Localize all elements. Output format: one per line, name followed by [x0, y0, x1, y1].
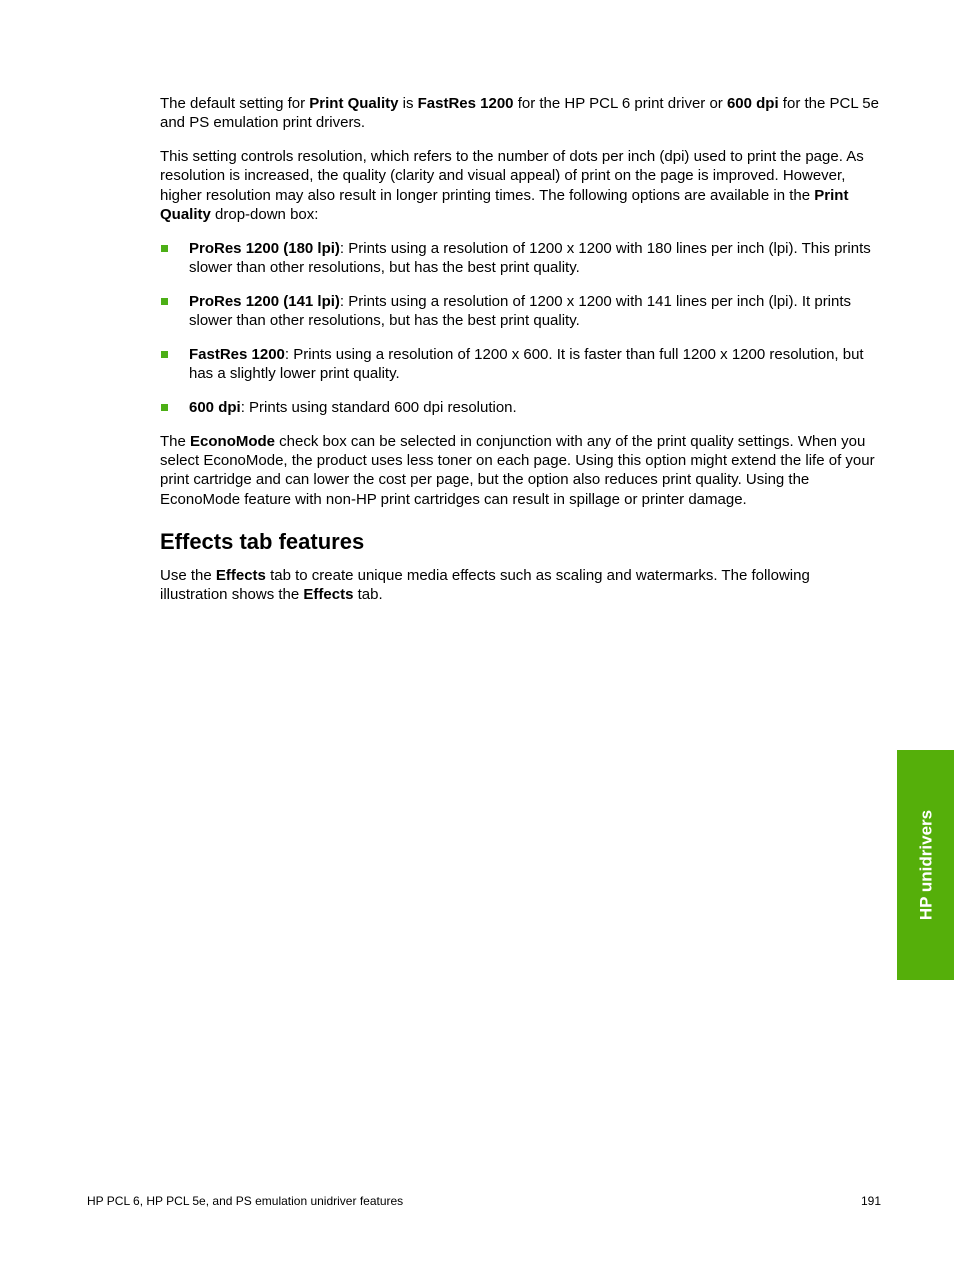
paragraph-default-setting [160, 94, 880, 133]
bold-term: Print Quality [160, 186, 849, 223]
text-run: : Prints using a resolution of 1200 x 1200 with 180 lines per inch (lpi). This prints slower than other resolutions, but has the best print quality. [189, 239, 871, 277]
bold-term: 600 dpi [726, 95, 779, 112]
text-run: The [160, 432, 191, 450]
paragraph-economode [160, 432, 880, 509]
text-run: This setting controls resolution, which refers to the number of dots per inch (dpi) used to print the page. As resolution is increased, the quality (clarity and visual appeal) of print on the page is improved. However, higher resolution may also result in longer printing times. The following options are available in the [160, 148, 864, 204]
page-number: 191 [860, 1194, 881, 1208]
list-item [160, 239, 880, 278]
list-item [160, 398, 880, 417]
bold-term: 600 dpi [189, 399, 241, 417]
bold-term: FastRes 1200 [189, 345, 285, 363]
text-run: The default setting for [160, 95, 310, 112]
square-bullet-icon [161, 298, 168, 305]
text-run: tab. [353, 586, 383, 604]
text-run: for the HP PCL 6 print driver or [513, 95, 727, 112]
paragraph-effects-tab [160, 566, 880, 605]
text-run: Use the [160, 567, 216, 585]
text-run: tab to create unique media effects such as scaling and watermarks. The following illustration shows the [160, 567, 810, 604]
text-run: is [398, 95, 418, 112]
section-heading: Effects tab features [160, 529, 365, 555]
square-bullet-icon [161, 404, 168, 411]
footer-title: HP PCL 6, HP PCL 5e, and PS emulation unidriver features [87, 1194, 404, 1208]
bold-term: Effects [303, 586, 354, 604]
text-run: drop-down box: [210, 205, 319, 223]
list-item [160, 345, 880, 384]
print-quality-options-list [160, 239, 880, 418]
text-run: check box can be selected in conjunction with any of the print quality settings. When you select EconoMode, the product uses less toner on each page. Using this option might extend the life of your print cartridge and can lower the cost per page, but the option also reduces print quality. Using the EconoMode feature with non-HP print cartridges can result in spillage or printer damage. [160, 432, 875, 508]
text-run: : Prints using a resolution of 1200 x 1200 with 141 lines per inch (lpi). It prints slower than other resolutions, but has the best print quality. [189, 292, 852, 330]
bold-term: EconoMode [190, 432, 276, 450]
page-content [160, 94, 880, 619]
chapter-tab-label: HP unidrivers [915, 809, 935, 921]
square-bullet-icon [161, 245, 168, 252]
bold-term: Print Quality [309, 95, 399, 112]
text-run: for the PCL 5e and PS emulation print drivers. [160, 95, 879, 132]
paragraph-resolution [160, 147, 880, 224]
bold-term: Effects [215, 567, 266, 585]
bold-term: ProRes 1200 (180 lpi) [189, 239, 340, 257]
text-run: : Prints using standard 600 dpi resolution. [240, 399, 517, 417]
bold-term: FastRes 1200 [417, 95, 514, 112]
chapter-side-tab [897, 750, 954, 980]
text-run: : Prints using a resolution of 1200 x 600. It is faster than full 1200 x 1200 resolution, but has a slightly lower print quality. [189, 345, 864, 383]
list-item [160, 292, 880, 331]
square-bullet-icon [161, 351, 168, 358]
bold-term: ProRes 1200 (141 lpi) [189, 292, 340, 310]
